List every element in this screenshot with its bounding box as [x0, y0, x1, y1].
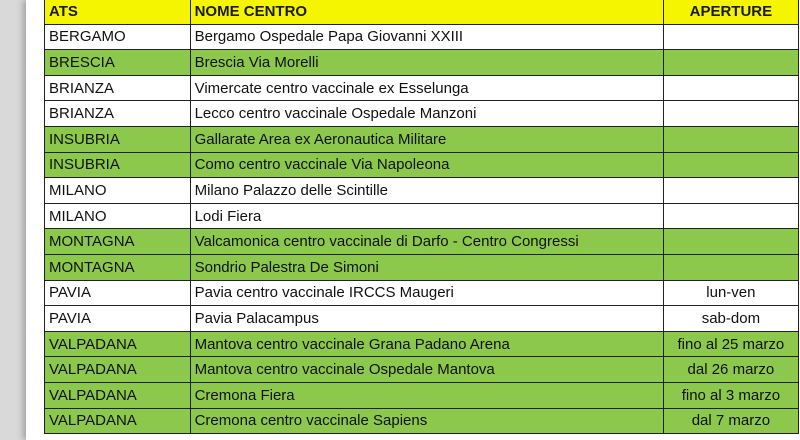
table-row — [45, 408, 799, 434]
cell-nome-centro: Mantova centro vaccinale Ospedale Mantova — [190, 357, 663, 383]
header-row — [45, 0, 799, 24]
cell-nome-centro: Cremona centro vaccinale Sapiens — [190, 408, 663, 434]
table-row — [45, 101, 799, 127]
cell-ats: MILANO — [45, 203, 191, 229]
cell-aperture — [663, 178, 798, 204]
table-row — [45, 203, 799, 229]
cell-aperture — [663, 229, 798, 255]
cell-nome-centro: Cremona Fiera — [190, 382, 663, 408]
spreadsheet-page — [26, 0, 800, 440]
table-row — [45, 229, 799, 255]
cell-aperture: fino al 3 marzo — [663, 382, 798, 408]
cell-nome-centro: Pavia centro vaccinale IRCCS Maugeri — [190, 280, 663, 306]
cell-ats: BRIANZA — [45, 101, 191, 127]
cell-ats: VALPADANA — [45, 408, 191, 434]
cell-nome-centro: Lodi Fiera — [190, 203, 663, 229]
cell-aperture: sab-dom — [663, 306, 798, 332]
cell-aperture — [663, 50, 798, 76]
cell-ats: VALPADANA — [45, 357, 191, 383]
cell-aperture — [663, 75, 798, 101]
cell-ats: VALPADANA — [45, 331, 191, 357]
cell-nome-centro: Bergamo Ospedale Papa Giovanni XXIII — [190, 24, 663, 50]
cell-aperture — [663, 126, 798, 152]
header-ats: ATS — [45, 0, 191, 24]
cell-ats: VALPADANA — [45, 382, 191, 408]
table-row — [45, 357, 799, 383]
cell-ats: MONTAGNA — [45, 229, 191, 255]
table-row — [45, 50, 799, 76]
table-row — [45, 382, 799, 408]
cell-nome-centro: Brescia Via Morelli — [190, 50, 663, 76]
table-row — [45, 331, 799, 357]
cell-nome-centro: Pavia Palacampus — [190, 306, 663, 332]
cell-aperture — [663, 254, 798, 280]
cell-ats: MILANO — [45, 178, 191, 204]
cell-aperture — [663, 203, 798, 229]
cell-aperture: lun-ven — [663, 280, 798, 306]
table-row — [45, 126, 799, 152]
cell-nome-centro: Milano Palazzo delle Scintille — [190, 178, 663, 204]
table-row — [45, 75, 799, 101]
table-row — [45, 152, 799, 178]
cell-ats: BRESCIA — [45, 50, 191, 76]
cell-ats: INSUBRIA — [45, 126, 191, 152]
cell-nome-centro: Sondrio Palestra De Simoni — [190, 254, 663, 280]
table-row — [45, 254, 799, 280]
cell-aperture: fino al 25 marzo — [663, 331, 798, 357]
header-aperture: APERTURE — [663, 0, 798, 24]
cell-ats: INSUBRIA — [45, 152, 191, 178]
cell-aperture: dal 26 marzo — [663, 357, 798, 383]
table-row — [45, 24, 799, 50]
cell-nome-centro: Gallarate Area ex Aeronautica Militare — [190, 126, 663, 152]
cell-ats: PAVIA — [45, 306, 191, 332]
cell-nome-centro: Como centro vaccinale Via Napoleona — [190, 152, 663, 178]
cell-nome-centro: Valcamonica centro vaccinale di Darfo - Centro Congressi — [190, 229, 663, 255]
cell-ats: BRIANZA — [45, 75, 191, 101]
table-row — [45, 280, 799, 306]
cell-nome-centro: Lecco centro vaccinale Ospedale Manzoni — [190, 101, 663, 127]
cell-ats: PAVIA — [45, 280, 191, 306]
cell-aperture — [663, 24, 798, 50]
header-nome-centro: NOME CENTRO — [190, 0, 663, 24]
vaccination-centers-table — [44, 0, 799, 434]
cell-ats: MONTAGNA — [45, 254, 191, 280]
cell-aperture: dal 7 marzo — [663, 408, 798, 434]
cell-ats: BERGAMO — [45, 24, 191, 50]
cell-aperture — [663, 101, 798, 127]
cell-nome-centro: Mantova centro vaccinale Grana Padano Arena — [190, 331, 663, 357]
cell-nome-centro: Vimercate centro vaccinale ex Esselunga — [190, 75, 663, 101]
table-row — [45, 306, 799, 332]
cell-aperture — [663, 152, 798, 178]
table-row — [45, 178, 799, 204]
